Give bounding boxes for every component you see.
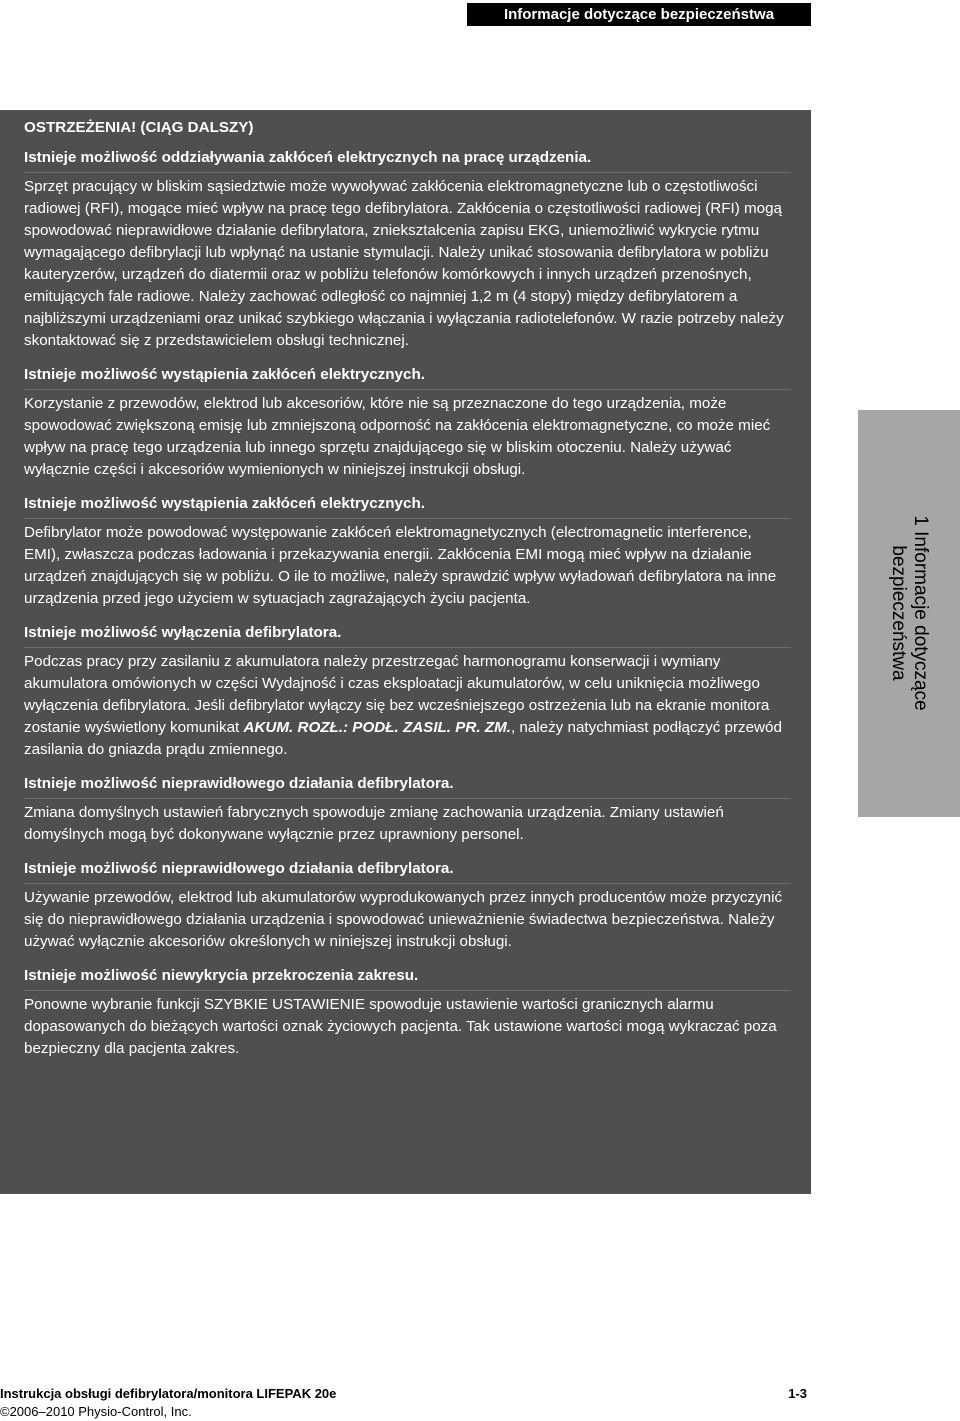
section-body: Używanie przewodów, elektrod lub akumulatorów wyprodukowanych przez innych producentów może przyczynić się do nieprawidłowego działania urządzenia i spowodować unieważnienie świadectwa bezpieczeństwa. Należy używać wyłącznie akcesoriów określonych w niniejszej instrukcji obsługi. (24, 889, 783, 950)
chapter-tab-line: bezpieczeństwa (888, 545, 909, 681)
section-heading: Istnieje możliwość wystąpienia zakłóceń elektrycznych. (24, 364, 791, 390)
footer-copyright: ©2006–2010 Physio-Control, Inc. (0, 1404, 192, 1419)
chapter-tab-line: 1 Informacje dotyczące (910, 515, 931, 711)
warning-title: OSTRZEŻENIA! (CIĄG DALSZY) (24, 119, 254, 136)
section-body: Defibrylator może powodować występowanie zakłóceń elektromagnetycznych (electromagnetic interference, EMI), zwłaszcza podczas ładowania i przekazywania energii. Zakłócenia EMI mogą mieć wpływ na działanie urządzeń znajdujących się w pobliżu. O ile to możliwe, należy sprawdzić wpływ wyładowań defibrylatora na inne urządzenia przed jego użyciem w sytuacjach zagrażających życiu pacjenta. (24, 524, 777, 607)
footer-page-number: 1-3 (788, 1386, 807, 1401)
section-heading: Istnieje możliwość nieprawidłowego działania defibrylatora. (24, 858, 791, 884)
section-heading: Istnieje możliwość oddziaływania zakłóceń elektrycznych na pracę urządzenia. (24, 147, 791, 173)
section-heading: Istnieje możliwość wystąpienia zakłóceń elektrycznych. (24, 493, 791, 519)
section-body: Zmiana domyślnych ustawień fabrycznych spowoduje zmianę zachowania urządzenia. Zmiany ustawień domyślnych mogą być dokonywane wyłącznie przez uprawniony personel. (24, 804, 724, 843)
section-body: Korzystanie z przewodów, elektrod lub akcesoriów, które nie są przeznaczone do tego urządzenia, może spowodować zwiększoną emisję lub zmniejszoną odporność na zakłócenia elektromagnetyczne, co może mieć wpływ na pracę tego urządzenia lub innego sprzętu znajdującego się w bliskim otoczeniu. Należy używać wyłącznie części i akcesoriów wymienionych w niniejszej instrukcji obsługi. (24, 395, 771, 478)
section-body: Ponowne wybranie funkcji SZYBKIE USTAWIENIE spowoduje ustawienie wartości granicznych alarmu dopasowanych do bieżących wartości oznak życiowych pacjenta. Tak ustawione wartości mogą wykraczać poza bezpieczny dla pacjenta zakres. (24, 996, 777, 1057)
section-body (24, 651, 791, 761)
section-heading: Istnieje możliwość wyłączenia defibrylatora. (24, 622, 791, 648)
device-message: AKUM. ROZŁ.: PODŁ. ZASIL. PR. ZM. (243, 719, 511, 736)
header-title: Informacje dotyczące bezpieczeństwa (467, 3, 811, 26)
chapter-side-tab (858, 410, 960, 817)
warning-box (0, 110, 811, 1194)
section-body-text: Podczas pracy przy zasilaniu z akumulatora należy przestrzegać harmonogramu konserwacji i wymiany akumulatora omówionych w części Wydajność i czas eksploatacji akumulatorów, w celu uniknięcia możliwego wyłączenia defibrylatora. Jeśli defibrylator wyłączy się bez wcześniejszego ostrzeżenia lub na ekranie monitora zostanie wyświetlony komunikat (24, 653, 770, 736)
chapter-tab-label (887, 433, 931, 793)
section-body-text: , należy natychmiast podłączyć przewód zasilania do gniazda prądu zmiennego. (24, 719, 782, 758)
section-heading: Istnieje możliwość nieprawidłowego działania defibrylatora. (24, 773, 791, 799)
section-heading: Istnieje możliwość niewykrycia przekroczenia zakresu. (24, 965, 791, 991)
section-body: Sprzęt pracujący w bliskim sąsiedztwie może wywoływać zakłócenia elektromagnetyczne lub o częstotliwości radiowej (RFI), mogące mieć wpływ na pracę tego defibrylatora. Zakłócenia o częstotliwości radiowej (RFI) mogą spowodować nieprawidłowe działanie defibrylatora, zniekształcenia zapisu EKG, uniemożliwić wykrycie rytmu wymagającego defibrylacji lub wpłynąć na ustanie stymulacji. Należy unikać stosowania defibrylatora w pobliżu kauteryzerów, urządzeń do diatermii oraz w pobliżu telefonów komórkowych i innych urządzeń przenośnych, emitujących fale radiowe. Należy zachować odległość co najmniej 1,2 m (4 stopy) między defibrylatorem a najbliższymi urządzeniami oraz unikać szybkiego włączania i wyłączania radiotelefonów. W razie potrzeby należy skontaktować się z przedstawicielem obsługi technicznej. (24, 178, 784, 349)
footer-manual-title: Instrukcja obsługi defibrylatora/monitora LIFEPAK 20e (0, 1386, 337, 1401)
